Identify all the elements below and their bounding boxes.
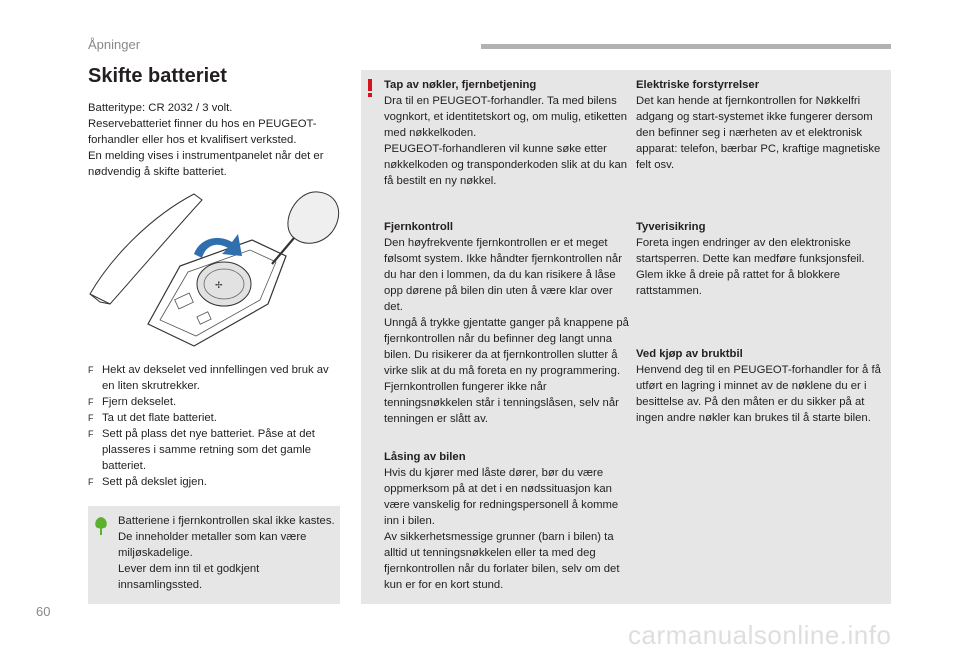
eco-tree-icon	[94, 516, 108, 536]
warning-used-car: Ved kjøp av bruktbil Henvend deg til en PEUGEOT-forhandler for å få utført en lagring i minnet av de nøklene du er i besittelse av. På den måten er du sikker på at ingen andre nøkler kan brukes til å starte bilen.	[636, 346, 886, 426]
warning-heading: Ved kjøp av bruktbil	[636, 348, 743, 360]
battery-type: Batteritype: CR 2032 / 3 volt.	[88, 102, 233, 114]
page-number: 60	[36, 604, 51, 619]
warning-interference: Elektriske forstyrrelser Det kan hende at fjernkontrollen for Nøkkelfri adgang og start-systemet ikke fungerer dersom den befinner seg i nærheten av et elektronisk apparat: telefon, bærbar PC, kraftige magnetiske felt osv.	[636, 77, 886, 173]
warning-heading: Låsing av bilen	[384, 451, 466, 463]
step-bullet: F	[88, 413, 94, 423]
key-battery-figure	[82, 186, 344, 356]
warning-anti-theft: Tyverisikring Foreta ingen endringer av den elektroniske startsperren. Dette kan medføre funksjonsfeil. Glem ikke å dreie på rattet for å blokkere rattstammen.	[636, 219, 886, 299]
intro-text	[88, 100, 343, 180]
step-bullet: F	[88, 397, 94, 407]
step-bullet: F	[88, 477, 94, 487]
watermark: carmanualsonline.info	[628, 620, 892, 650]
warning-remote: Fjernkontroll Den høyfrekvente fjernkontrollen er et meget følsomt system. Ikke håndter fjernkontrollen når du har den i lommen, da du kan risikere å låse opp dørene på bilen din uten å være klar over det. Unngå å trykke gjentatte ganger på knappene på fjernkontrollen når du befinner deg langt unna bilen. Du risikerer da at fjernkontrollen slutter å virke slik at du må foreta en ny programmering. Fjernkontrollen fungerer ikke når tenningsnøkkelen står i tenningslåsen, selv når tenningen er slått av.	[384, 219, 634, 427]
eco-line: Lever dem inn til et godkjent innsamlingssted.	[118, 563, 260, 591]
warning-lost-keys: Tap av nøkler, fjernbetjening Dra til en PEUGEOT-forhandler. Ta med bilens vognkort, et identitetskort og, om mulig, etiketten med nøkkelkoden. PEUGEOT-forhandleren vil kunne søke etter nøkkelkoden og transponderkoden slik at du kan få bestilt en ny nøkkel.	[384, 77, 634, 189]
warning-heading: Elektriske forstyrrelser	[636, 79, 760, 91]
warning-heading: Tap av nøkler, fjernbetjening	[384, 79, 537, 91]
header-rule	[481, 44, 891, 49]
spare-battery-info: Reservebatteriet finner du hos en PEUGEOT-forhandler eller hos et kvalifisert verksted.	[88, 118, 317, 146]
step-item: F Fjern dekselet.	[88, 396, 177, 408]
step-bullet: F	[88, 365, 94, 375]
warning-heading: Tyverisikring	[636, 221, 706, 233]
step-bullet: F	[88, 429, 94, 439]
warning-locking: Låsing av bilen Hvis du kjører med låste dører, bør du være oppmerksom på at det i en nødssituasjon kan være vanskelig for redningspersonell å komme inn i bilen. Av sikkerhetsmessige grunner (barn i bilen) ta alltid ut tenningsnøkkelen eller ta med deg fjernkontrollen når du forlater bilen, selv om det kun er for en kort stund.	[384, 449, 634, 593]
step-item: F Sett på dekslet igjen.	[88, 476, 207, 488]
step-item: F Sett på plass det nye batteriet. Påse at det plasseres i samme retning som det gamle batteriet.	[88, 428, 315, 472]
step-item: F Hekt av dekselet ved innfellingen ved bruk av en liten skrutrekker.	[88, 364, 329, 392]
section-label: Åpninger	[88, 37, 141, 52]
warning-heading: Fjernkontroll	[384, 221, 454, 233]
dashboard-message-info: En melding vises i instrumentpanelet når det er nødvendig å skifte batteriet.	[88, 150, 324, 178]
step-list	[88, 362, 340, 490]
warning-exclamation-icon	[367, 79, 373, 97]
screwdriver-handle	[288, 192, 339, 243]
eco-line: Batteriene i fjernkontrollen skal ikke kastes. De inneholder metaller som kan være miljøskadelige.	[118, 515, 335, 559]
eco-note-box	[88, 506, 340, 604]
step-item: F Ta ut det flate batteriet.	[88, 412, 217, 424]
svg-text:✢: ✢	[215, 281, 223, 291]
page-title: Skifte batteriet	[88, 65, 227, 87]
